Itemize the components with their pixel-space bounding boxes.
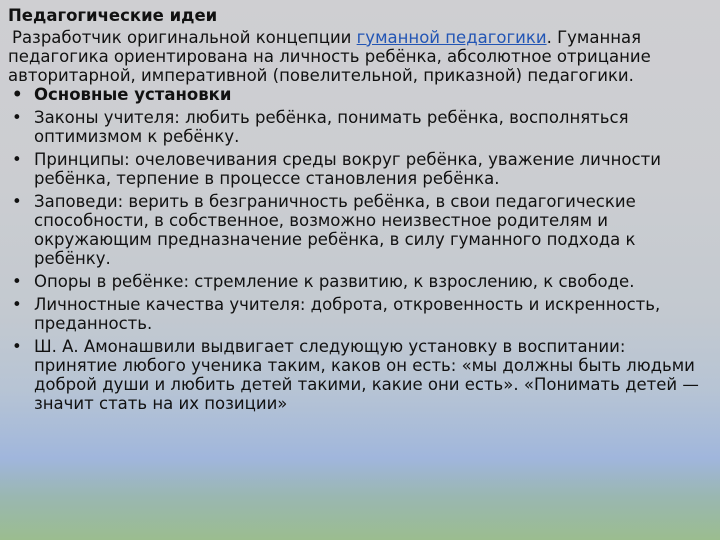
list-item: • Основные установки: [12, 85, 232, 104]
list-item: • Опоры в ребёнке: стремление к развитию, к взрослению, к свободе.: [12, 272, 635, 291]
slide-title: Педагогические идеи: [8, 6, 218, 25]
list-item: • Личностные качества учителя: доброта, откровенность и искренность, преданность.: [12, 295, 661, 333]
bullet-icon: •: [12, 150, 22, 169]
list-item: • Принципы: очеловечивания среды вокруг ребёнка, уважение личности ребёнка, терпение в процессе становления ребёнка.: [12, 150, 661, 188]
intro-text-start: Разработчик оригинальной концепции: [12, 28, 357, 47]
list-item: • Ш. А. Амонашвили выдвигает следующую установку в воспитании: принятие любого ученика таким, каков он есть: «мы должны быть людьми доброй души и любить детей такими, какие они есть». «Понимать детей — значит стать на их позиции»: [12, 337, 699, 413]
list-item: • Заповеди: верить в безграничность ребёнка, в свои педагогические способности, в собственное, возможно неизвестное родителям и окружающим предназначение ребёнка, в силу гуманного подхода к ребёнку.: [12, 192, 636, 268]
bullet-icon: •: [12, 272, 22, 291]
bullet-list: [8, 85, 708, 413]
bullet-icon: •: [12, 337, 22, 356]
bullet-icon: •: [12, 295, 22, 314]
bullet-icon: •: [12, 108, 22, 127]
list-item: • Законы учителя: любить ребёнка, понимать ребёнка, восполняться оптимизмом к ребёнку.: [12, 108, 629, 146]
bullet-icon: •: [12, 192, 22, 211]
intro-text-end: . Гуманная педагогика ориентирована на личность ребёнка, абсолютное отрицание авторитарной, императивной (повелительной, приказной) педагогики.: [8, 28, 651, 85]
humane-pedagogy-link[interactable]: гуманной педагогики: [356, 28, 547, 47]
bullet-icon: •: [12, 85, 23, 104]
intro-paragraph: [8, 28, 708, 85]
